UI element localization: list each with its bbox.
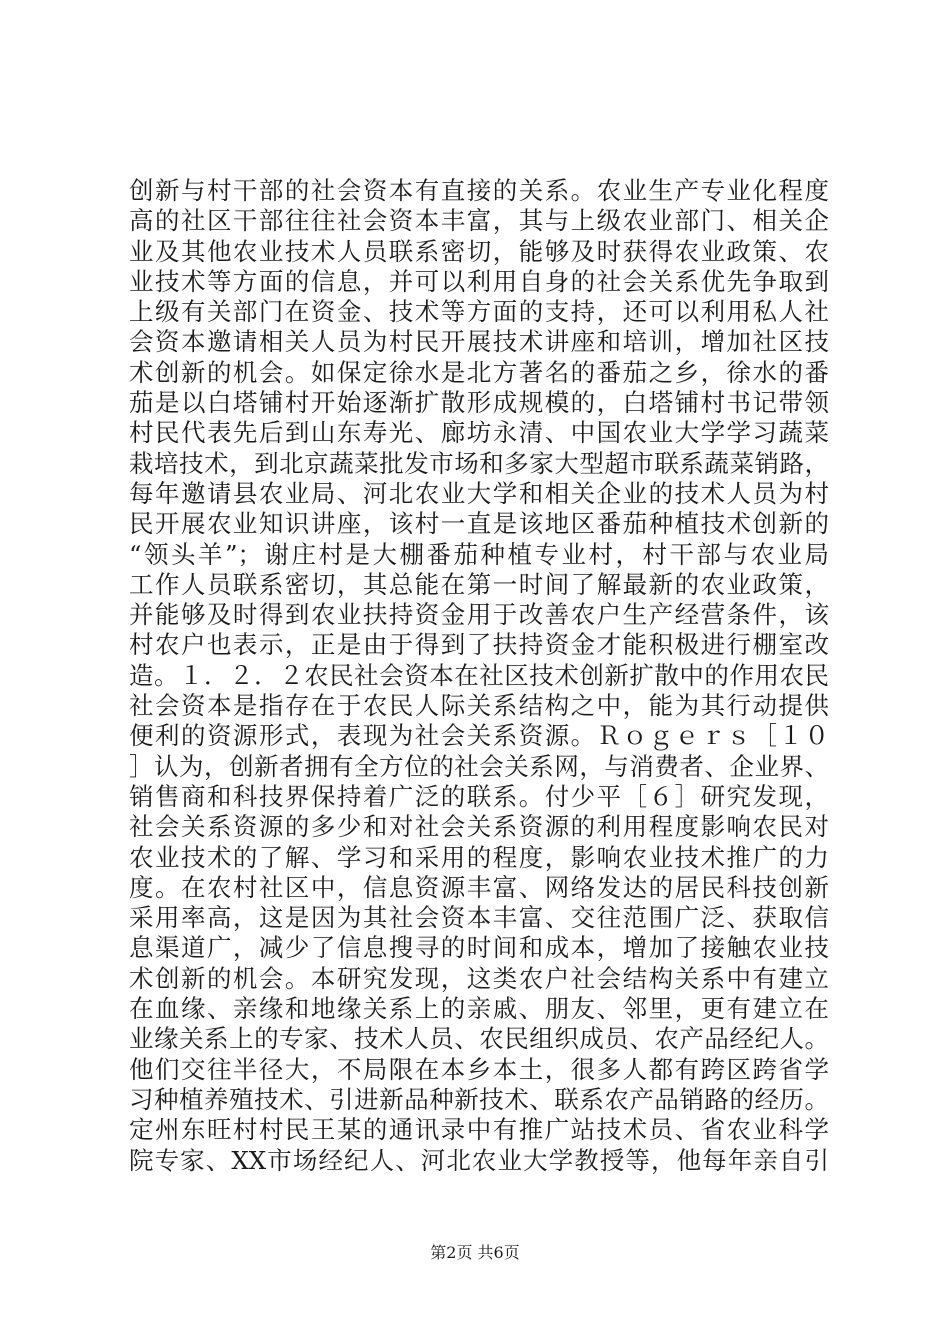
text-line: 工作人员联系密切，其总能在第一时间了解最新的农业政策， <box>129 569 829 599</box>
text-line: 在血缘、亲缘和地缘关系上的亲戚、朋友、邻里，更有建立在 <box>129 994 829 1024</box>
text-line: 业技术等方面的信息，并可以利用自身的社会关系优先争取到 <box>129 266 829 296</box>
text-line: ］认为，创新者拥有全方位的社会关系网，与消费者、企业界、 <box>129 751 829 781</box>
text-line: 并能够及时得到农业扶持资金用于改善农户生产经营条件，该 <box>129 600 829 630</box>
text-line: 民开展农业知识讲座，该村一直是该地区番茄种植技术创新的 <box>129 509 829 539</box>
text-line: 创新与村干部的社会资本有直接的关系。农业生产专业化程度 <box>129 176 829 205</box>
text-line: 农业技术的了解、学习和采用的程度，影响农业技术推广的力 <box>129 842 829 872</box>
text-line: 上级有关部门在资金、技术等方面的支持，还可以利用私人社 <box>129 297 829 327</box>
text-line: 社会关系资源的多少和对社会关系资源的利用程度影响农民对 <box>129 812 829 842</box>
text-line: 村民代表先后到山东寿光、廊坊永清、中国农业大学学习蔬菜 <box>129 418 829 448</box>
text-line: 定州东旺村村民王某的通讯录中有推广站技术员、省农业科学 <box>129 1115 829 1145</box>
text-line: 茄是以白塔铺村开始逐渐扩散形成规模的，白塔铺村书记带领 <box>129 388 829 418</box>
text-line: 栽培技术，到北京蔬菜批发市场和多家大型超市联系蔬菜销路， <box>129 448 829 478</box>
text-line: 社会资本是指存在于农民人际关系结构之中，能为其行动提供 <box>129 691 829 721</box>
text-line: 院专家、XX市场经纪人、河北农业大学教授等，他每年亲自引 <box>129 1145 829 1175</box>
text-line: “领头羊”；谢庄村是大棚番茄种植专业村，村干部与农业局 <box>129 539 829 569</box>
text-line: 会资本邀请相关人员为村民开展技术讲座和培训，增加社区技 <box>129 327 829 357</box>
text-line: 造。１．２．２农民社会资本在社区技术创新扩散中的作用农民 <box>129 660 829 690</box>
text-line: 习种植养殖技术、引进新品种新技术、联系农产品销路的经历。 <box>129 1084 829 1114</box>
text-line: 术创新的机会。本研究发现，这类农户社会结构关系中有建立 <box>129 963 829 993</box>
page-number-footer: 第2页 共6页 <box>430 1243 520 1262</box>
body-paragraph <box>129 176 829 1176</box>
text-line: 业及其他农业技术人员联系密切，能够及时获得农业政策、农 <box>129 236 829 266</box>
text-line: 业缘关系上的专家、技术人员、农民组织成员、农产品经纪人。 <box>129 1024 829 1054</box>
text-line: 度。在农村社区中，信息资源丰富、网络发达的居民科技创新 <box>129 872 829 902</box>
text-line: 销售商和科技界保持着广泛的联系。付少平［６］研究发现， <box>129 781 829 811</box>
text-line: 每年邀请县农业局、河北农业大学和相关企业的技术人员为村 <box>129 478 829 508</box>
text-line: 便利的资源形式，表现为社会关系资源。Ｒｏｇｅｒｓ［１０ <box>129 721 829 751</box>
text-line: 他们交往半径大，不局限在本乡本土，很多人都有跨区跨省学 <box>129 1054 829 1084</box>
text-line: 息渠道广，减少了信息搜寻的时间和成本，增加了接触农业技 <box>129 933 829 963</box>
text-line: 采用率高，这是因为其社会资本丰富、交往范围广泛、获取信 <box>129 903 829 933</box>
text-line: 高的社区干部往往社会资本丰富，其与上级农业部门、相关企 <box>129 206 829 236</box>
text-line: 术创新的机会。如保定徐水是北方著名的番茄之乡，徐水的番 <box>129 357 829 387</box>
text-line: 村农户也表示，正是由于得到了扶持资金才能积极进行棚室改 <box>129 630 829 660</box>
